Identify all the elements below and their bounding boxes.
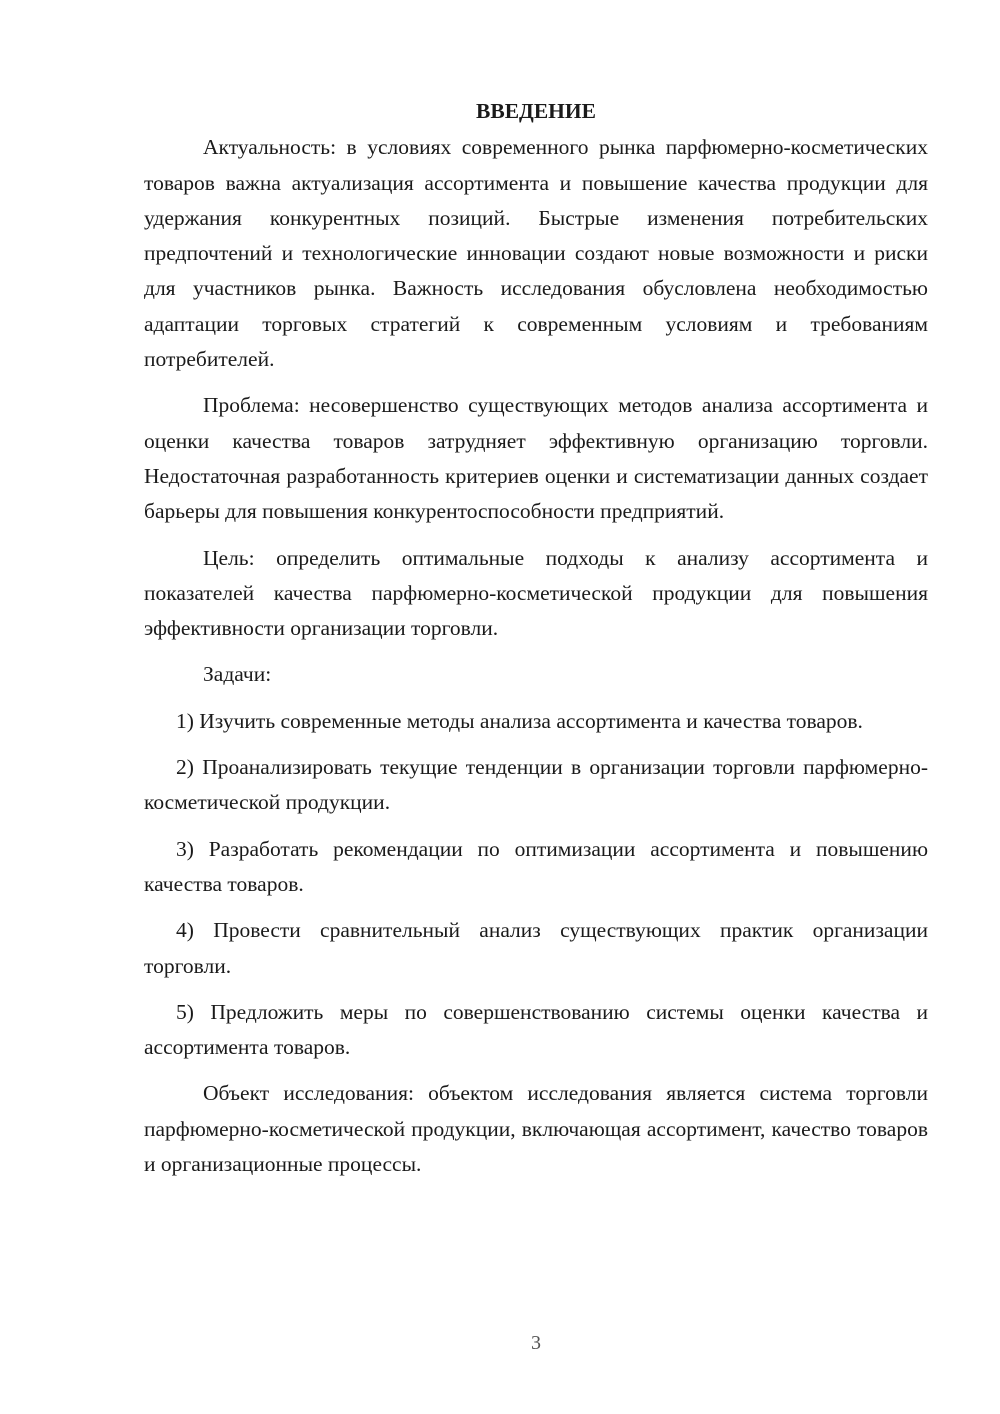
object-paragraph: Объект исследования: объектом исследования является система торговли парфюмерно-косметической продукции, включающая ассортимент, качество товаров и организационные процессы.	[144, 1081, 928, 1177]
problem-paragraph: Проблема: несовершенство существующих методов анализа ассортимента и оценки качества товаров затрудняет эффективную организацию торговли. Недостаточная разработанность критериев оценки и систематизации данных создает барьеры для повышения конкурентоспособности предприятий.	[144, 393, 928, 524]
task-item-4: 4) Провести сравнительный анализ существующих практик организации торговли.	[144, 918, 928, 978]
relevance-paragraph: Актуальность: в условиях современного рынка парфюмерно-косметических товаров важна актуализация ассортимента и повышение качества продукции для удержания конкурентных позиций. Быстрые изменения потребительских предпочтений и технологические инновации создают новые возможности и риски для участников рынка. Важность исследования обусловлена необходимостью адаптации торговых стратегий к современным условиям и требованиям потребителей.	[144, 135, 928, 372]
goal-paragraph: Цель: определить оптимальные подходы к анализу ассортимента и показателей качества парфюмерно-косметической продукции для повышения эффективности организации торговли.	[144, 545, 928, 641]
tasks-label: Задачи:	[203, 662, 272, 687]
task-item-1: 1) Изучить современные методы анализа ассортимента и качества товаров.	[176, 708, 863, 733]
section-heading: ВВЕДЕНИЕ	[476, 99, 596, 123]
task-item-5: 5) Предложить меры по совершенствованию системы оценки качества и ассортимента товаров.	[144, 999, 928, 1060]
page-number: 3	[531, 1332, 541, 1354]
task-item-3: 3) Разработать рекомендации по оптимизации ассортимента и повышению качества товаров.	[144, 836, 928, 896]
page-content	[144, 94, 928, 1193]
task-item-2: 2) Проанализировать текущие тенденции в организации торговли парфюмерно-косметической продукции.	[144, 755, 928, 815]
